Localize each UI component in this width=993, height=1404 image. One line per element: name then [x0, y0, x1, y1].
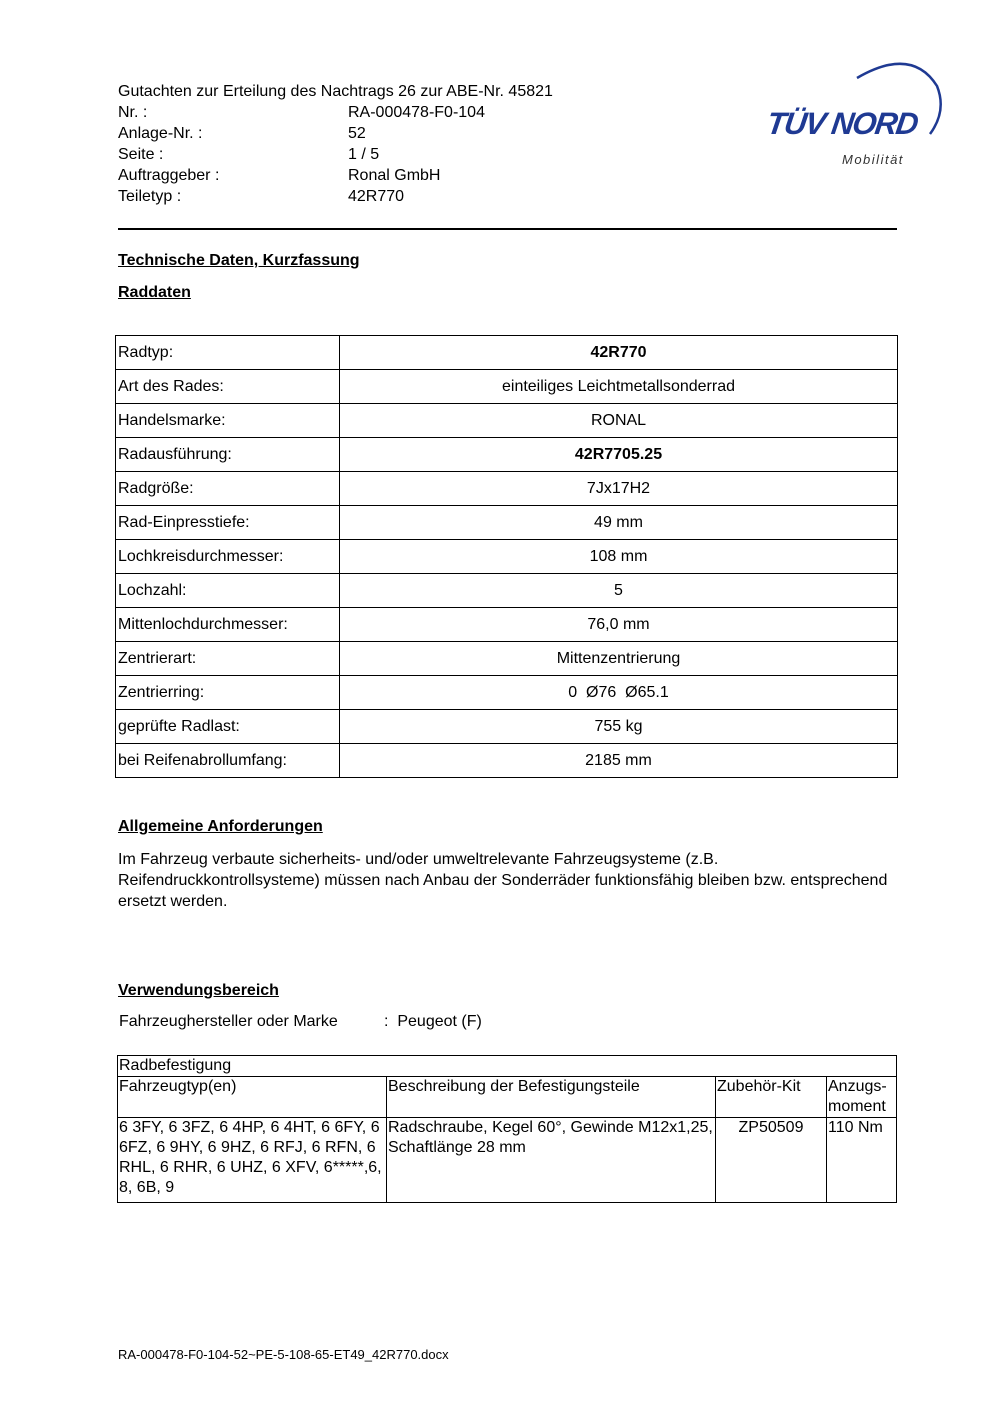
table-row [116, 438, 898, 472]
logo-wordmark: TÜV NORD [764, 106, 920, 141]
manufacturer-value: Peugeot (F) [397, 1013, 482, 1030]
table-row [116, 336, 898, 370]
header-divider [118, 228, 897, 230]
table-row [116, 642, 898, 676]
heading-raddaten: Raddaten [118, 284, 191, 301]
table-row [116, 540, 898, 574]
meta-label: Teiletyp : [118, 188, 182, 205]
meta-label: Anlage-Nr. : [118, 125, 203, 142]
row-value: 755 kg [340, 710, 898, 744]
column-header: Beschreibung der Befestigungsteile [387, 1077, 716, 1118]
meta-value: 42R770 [348, 188, 405, 205]
document-header [118, 81, 678, 207]
table-row [116, 608, 898, 642]
row-label: geprüfte Radlast: [116, 710, 340, 744]
row-value: 42R7705.25 [340, 438, 898, 472]
row-label: Radtyp: [116, 336, 340, 370]
manufacturer-separator: : [384, 1013, 389, 1030]
accessory-kit: ZP50509 [716, 1118, 827, 1203]
row-label: Lochzahl: [116, 574, 340, 608]
meta-row-anlage [118, 123, 678, 144]
meta-value: RA-000478-F0-104 [348, 104, 485, 121]
column-header: Fahrzeugtyp(en) [118, 1077, 387, 1118]
row-value: 49 mm [340, 506, 898, 540]
tuv-nord-logo [762, 56, 942, 172]
row-label: Rad-Einpresstiefe: [116, 506, 340, 540]
table-title: Radbefestigung [118, 1056, 897, 1077]
manufacturer-line [119, 1013, 482, 1031]
meta-value: 1 / 5 [348, 146, 380, 163]
meta-row-nr [118, 102, 678, 123]
row-value: RONAL [340, 404, 898, 438]
row-value: 5 [340, 574, 898, 608]
table-row [116, 574, 898, 608]
row-value: 76,0 mm [340, 608, 898, 642]
table-header-row [118, 1077, 897, 1118]
row-label: Zentrierart: [116, 642, 340, 676]
table-row [116, 710, 898, 744]
table-row [116, 404, 898, 438]
table-title-row [118, 1056, 897, 1077]
meta-value: 52 [348, 125, 366, 142]
meta-label: Nr. : [118, 104, 148, 121]
header-title: Gutachten zur Erteilung des Nachtrags 26 zur ABE-Nr. 45821 [118, 83, 553, 100]
logo-subtitle: Mobilität [842, 152, 904, 167]
heading-technische-daten: Technische Daten, Kurzfassung [118, 252, 360, 269]
radbefestigung-table [117, 1055, 897, 1203]
column-header: Anzugs-moment [827, 1077, 897, 1118]
row-value: 7Jx17H2 [340, 472, 898, 506]
row-label: Mittenlochdurchmesser: [116, 608, 340, 642]
manufacturer-label: Fahrzeughersteller oder Marke [119, 1013, 338, 1030]
meta-label: Seite : [118, 146, 164, 163]
table-row [116, 370, 898, 404]
row-value: 2185 mm [340, 744, 898, 778]
meta-value: Ronal GmbH [348, 167, 441, 184]
row-label: bei Reifenabrollumfang: [116, 744, 340, 778]
table-row [116, 744, 898, 778]
table-row [116, 472, 898, 506]
allgemeine-anforderungen-text: Im Fahrzeug verbaute sicherheits- und/oder umweltrelevante Fahrzeugsysteme (z.B. Reifendruckkontrollsysteme) müssen nach Anbau der Sonderräder funktionsfähig bleiben bzw. entsprechend ersetzt werden. [118, 851, 888, 910]
row-label: Zentrierring: [116, 676, 340, 710]
row-label: Lochkreisdurchmesser: [116, 540, 340, 574]
column-header: Zubehör-Kit [716, 1077, 827, 1118]
table-row [118, 1118, 897, 1203]
meta-row-teiletyp [118, 186, 678, 207]
fastener-description: Radschraube, Kegel 60°, Gewinde M12x1,25, Schaftlänge 28 mm [387, 1118, 716, 1203]
raddaten-table [115, 335, 898, 778]
row-label: Radgröße: [116, 472, 340, 506]
row-value: 42R770 [340, 336, 898, 370]
table-row [116, 676, 898, 710]
meta-row-seite [118, 144, 678, 165]
heading-verwendungsbereich: Verwendungsbereich [118, 982, 279, 999]
row-value: 108 mm [340, 540, 898, 574]
table-row [116, 506, 898, 540]
row-label: Handelsmarke: [116, 404, 340, 438]
row-label: Art des Rades: [116, 370, 340, 404]
vehicle-types: 6 3FY, 6 3FZ, 6 4HP, 6 4HT, 6 6FY, 6 6FZ, 6 9HY, 6 9HZ, 6 RFJ, 6 RFN, 6 RHL, 6 RHR, 6 UHZ, 6 XFV, 6*****,6, 8, 6B, 9 [118, 1118, 387, 1203]
heading-allgemeine-anforderungen: Allgemeine Anforderungen [118, 818, 323, 835]
footer-filename: RA-000478-F0-104-52~PE-5-108-65-ET49_42R770.docx [118, 1347, 449, 1362]
row-value: 0 Ø76 Ø65.1 [340, 676, 898, 710]
row-value: einteiliges Leichtmetallsonderrad [340, 370, 898, 404]
torque-value: 110 Nm [827, 1118, 897, 1203]
row-label: Radausführung: [116, 438, 340, 472]
row-value: Mittenzentrierung [340, 642, 898, 676]
meta-row-auftraggeber [118, 165, 678, 186]
meta-label: Auftraggeber : [118, 167, 220, 184]
